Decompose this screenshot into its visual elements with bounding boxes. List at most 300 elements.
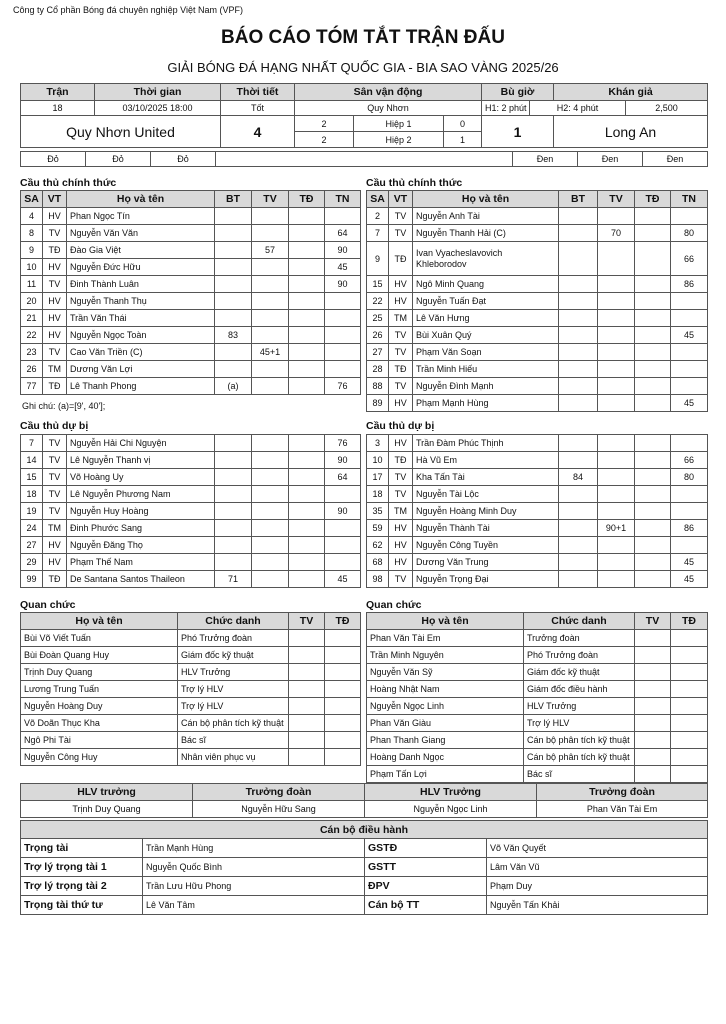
match-weather: Tốt <box>221 101 295 116</box>
position: TĐ <box>389 361 413 378</box>
substitution-minute: 86 <box>671 520 708 537</box>
substitution-minute: 80 <box>671 469 708 486</box>
official-role: Bác sĩ <box>178 732 289 749</box>
player-row <box>21 486 361 503</box>
substitution-minute: 45 <box>671 327 708 344</box>
player-row <box>21 452 361 469</box>
shirt-number: 89 <box>367 395 389 412</box>
official-yellow-card <box>635 732 671 749</box>
header-stoppage: Bù giờ <box>482 84 554 101</box>
header-stadium: Sân vận động <box>295 84 482 101</box>
red-card <box>289 225 325 242</box>
official-yellow-card <box>289 749 325 766</box>
position: TĐ <box>43 378 67 395</box>
player-row <box>367 486 708 503</box>
leaders-table <box>20 783 708 818</box>
col-official-name: Họ và tên <box>367 613 524 630</box>
shirt-number: 9 <box>367 242 389 276</box>
player-row <box>21 310 361 327</box>
player-row <box>21 469 361 486</box>
official-row <box>21 715 361 732</box>
col-vt: VT <box>389 191 413 208</box>
official-role: Phó Trưởng đoàn <box>178 630 289 647</box>
official-red-card <box>671 664 708 681</box>
substitution-minute: 45 <box>671 571 708 588</box>
col-bt: BT <box>215 191 252 208</box>
goal-minute: 83 <box>215 327 252 344</box>
goal-minute <box>559 537 598 554</box>
red-card <box>289 361 325 378</box>
away-starting-table <box>366 190 708 412</box>
red-card <box>635 571 671 588</box>
col-tv: TV <box>252 191 289 208</box>
player-name: Lê Nguyễn Phương Nam <box>67 486 215 503</box>
substitution-minute <box>325 361 361 378</box>
red-card <box>635 361 671 378</box>
col-sa: SA <box>21 191 43 208</box>
official-yellow-card <box>635 715 671 732</box>
red-card <box>289 554 325 571</box>
away-kit-socks: Đen <box>643 152 708 167</box>
home-score: 4 <box>221 116 295 148</box>
goal-minute <box>559 435 598 452</box>
official-role: Nhân viên phục vụ <box>178 749 289 766</box>
player-name: Nguyễn Ngọc Toàn <box>67 327 215 344</box>
away-kit-shorts: Đen <box>578 152 643 167</box>
official-name: Phan Thanh Giang <box>367 732 524 749</box>
yellow-card <box>598 242 635 276</box>
substitution-minute: 64 <box>325 225 361 242</box>
yellow-card <box>252 276 289 293</box>
red-card <box>289 276 325 293</box>
position: TĐ <box>389 452 413 469</box>
spectators-count: 2,500 <box>626 101 708 116</box>
shirt-number: 59 <box>367 520 389 537</box>
position: TV <box>389 571 413 588</box>
half2-label: Hiệp 2 <box>354 132 444 148</box>
away-officials-table <box>366 612 708 783</box>
shirt-number: 23 <box>21 344 43 361</box>
half1-away-score: 0 <box>444 116 482 132</box>
shirt-number: 20 <box>21 293 43 310</box>
shirt-number: 28 <box>367 361 389 378</box>
red-card <box>289 452 325 469</box>
position: HV <box>43 208 67 225</box>
col-tn: TN <box>325 191 361 208</box>
official-red-card <box>325 664 361 681</box>
shirt-number: 22 <box>367 293 389 310</box>
away-kit-shirt: Đen <box>513 152 578 167</box>
red-card <box>289 503 325 520</box>
yellow-card <box>252 259 289 276</box>
yellow-card <box>252 435 289 452</box>
player-name: Lê Văn Hưng <box>413 310 559 327</box>
referees-title: Cán bộ điều hành <box>21 821 708 839</box>
official-name: Nguyễn Hoàng Duy <box>21 698 178 715</box>
goal-minute <box>215 225 252 242</box>
official-red-card <box>671 766 708 783</box>
official-row <box>367 647 708 664</box>
red-card <box>635 327 671 344</box>
official-red-card <box>671 749 708 766</box>
match-time: 03/10/2025 18:00 <box>95 101 221 116</box>
goal-minute <box>215 208 252 225</box>
goal-minute <box>215 486 252 503</box>
shirt-number: 18 <box>21 486 43 503</box>
official-role: Giám đốc kỹ thuật <box>178 647 289 664</box>
player-row <box>367 327 708 344</box>
official-role-value: Lâm Văn Vũ <box>487 858 708 877</box>
substitution-minute <box>325 293 361 310</box>
match-stadium: Quy Nhơn <box>295 101 482 116</box>
position: HV <box>389 293 413 310</box>
away-team-name: Long An <box>554 116 708 148</box>
half2-home-score: 2 <box>295 132 354 148</box>
position: TV <box>389 327 413 344</box>
substitution-minute: 90 <box>325 242 361 259</box>
goal-minute <box>559 486 598 503</box>
official-row <box>367 749 708 766</box>
official-red-card <box>325 698 361 715</box>
yellow-card <box>252 469 289 486</box>
player-row <box>21 276 361 293</box>
shirt-number: 25 <box>367 310 389 327</box>
yellow-card <box>598 208 635 225</box>
away-head-coach: Nguyễn Ngọc Linh <box>365 801 537 818</box>
position: TM <box>389 310 413 327</box>
goal-minute <box>215 293 252 310</box>
col-vt: VT <box>43 191 67 208</box>
red-card <box>635 344 671 361</box>
official-red-card <box>325 715 361 732</box>
red-card <box>289 310 325 327</box>
official-role-label: GSTT <box>365 858 487 877</box>
official-yellow-card <box>635 749 671 766</box>
position: TV <box>43 486 67 503</box>
player-name: Võ Hoàng Uy <box>67 469 215 486</box>
official-name: Ngô Phi Tài <box>21 732 178 749</box>
substitution-minute: 66 <box>671 242 708 276</box>
half1-label: Hiệp 1 <box>354 116 444 132</box>
player-row <box>21 537 361 554</box>
goal-minute <box>559 554 598 571</box>
player-row <box>21 361 361 378</box>
goal-minute <box>559 503 598 520</box>
official-role-label: Trợ lý trọng tài 2 <box>21 877 143 896</box>
yellow-card <box>598 378 635 395</box>
yellow-card <box>598 395 635 412</box>
position: TM <box>389 503 413 520</box>
official-red-card <box>671 732 708 749</box>
home-team-name: Quy Nhơn United <box>21 116 221 148</box>
red-card <box>289 520 325 537</box>
referee-row <box>21 896 708 915</box>
red-card <box>635 208 671 225</box>
substitution-minute: 76 <box>325 378 361 395</box>
player-name: Nguyễn Thanh Thụ <box>67 293 215 310</box>
position: HV <box>389 435 413 452</box>
header-weather: Thời tiết <box>221 84 295 101</box>
yellow-card <box>252 520 289 537</box>
col-name: Họ và tên <box>67 191 215 208</box>
home-subs-table <box>20 434 361 588</box>
official-row <box>367 698 708 715</box>
yellow-card <box>252 225 289 242</box>
yellow-card <box>252 554 289 571</box>
official-row <box>21 647 361 664</box>
col-td: TĐ <box>289 191 325 208</box>
position: TV <box>389 469 413 486</box>
position: HV <box>43 537 67 554</box>
home-subs-label: Cầu thủ dự bị <box>20 420 89 432</box>
red-card <box>289 242 325 259</box>
red-card <box>635 276 671 293</box>
official-row <box>367 715 708 732</box>
player-name: Nguyễn Tài Lộc <box>413 486 559 503</box>
goal-minute <box>559 344 598 361</box>
header-time: Thời gian <box>95 84 221 101</box>
player-row <box>367 554 708 571</box>
substitution-minute <box>671 293 708 310</box>
goal-minute <box>559 361 598 378</box>
official-name: Hoàng Nhật Nam <box>367 681 524 698</box>
red-card <box>635 242 671 276</box>
shirt-number: 3 <box>367 435 389 452</box>
yellow-card <box>252 378 289 395</box>
official-red-card <box>325 749 361 766</box>
player-name: Kha Tấn Tài <box>413 469 559 486</box>
col-sa: SA <box>367 191 389 208</box>
player-name: Phạm Mạnh Hùng <box>413 395 559 412</box>
goal-minute <box>215 537 252 554</box>
shirt-number: 62 <box>367 537 389 554</box>
player-name: De Santana Santos Thaileon <box>67 571 215 588</box>
official-role-value: Lê Văn Tâm <box>143 896 365 915</box>
player-name: Nguyễn Thanh Hải (C) <box>413 225 559 242</box>
col-name: Họ và tên <box>413 191 559 208</box>
official-yellow-card <box>289 647 325 664</box>
header-spectators: Khán giả <box>554 84 708 101</box>
shirt-number: 10 <box>367 452 389 469</box>
official-red-card <box>671 630 708 647</box>
away-team-manager: Phan Văn Tài Em <box>537 801 708 818</box>
official-yellow-card <box>635 664 671 681</box>
official-role: Trợ lý HLV <box>524 715 635 732</box>
official-red-card <box>671 715 708 732</box>
col-tn: TN <box>671 191 708 208</box>
official-role: Giám đốc điều hành <box>524 681 635 698</box>
player-row <box>21 554 361 571</box>
red-card <box>289 469 325 486</box>
position: TV <box>43 435 67 452</box>
referee-row <box>21 839 708 858</box>
player-name: Trần Đàm Phúc Thịnh <box>413 435 559 452</box>
official-name: Phan Văn Tài Em <box>367 630 524 647</box>
red-card <box>635 554 671 571</box>
player-row <box>21 344 361 361</box>
player-row <box>367 361 708 378</box>
shirt-number: 21 <box>21 310 43 327</box>
player-name: Phạm Văn Soạn <box>413 344 559 361</box>
goal-minute <box>215 503 252 520</box>
red-card <box>635 225 671 242</box>
shirt-number: 7 <box>21 435 43 452</box>
goal-minute <box>559 276 598 293</box>
goal-minute: (a) <box>215 378 252 395</box>
yellow-card: 90+1 <box>598 520 635 537</box>
official-yellow-card <box>635 698 671 715</box>
substitution-minute <box>671 435 708 452</box>
home-head-coach: Trịnh Duy Quang <box>21 801 193 818</box>
substitution-minute <box>325 537 361 554</box>
player-name: Lê Nguyễn Thanh vị <box>67 452 215 469</box>
position: TV <box>389 208 413 225</box>
yellow-card <box>252 452 289 469</box>
goal-minute <box>215 344 252 361</box>
player-name: Dương Văn Trung <box>413 554 559 571</box>
official-row <box>21 698 361 715</box>
shirt-number: 7 <box>367 225 389 242</box>
substitution-minute <box>671 503 708 520</box>
shirt-number: 10 <box>21 259 43 276</box>
red-card <box>289 378 325 395</box>
substitution-minute: 45 <box>325 259 361 276</box>
substitution-minute <box>671 378 708 395</box>
red-card <box>289 537 325 554</box>
official-role: Phó Trưởng đoàn <box>524 647 635 664</box>
shirt-number: 35 <box>367 503 389 520</box>
position: TV <box>43 276 67 293</box>
official-name: Hoàng Danh Ngọc <box>367 749 524 766</box>
yellow-card <box>598 554 635 571</box>
player-row <box>367 503 708 520</box>
red-card <box>635 452 671 469</box>
home-team-manager: Nguyễn Hữu Sang <box>193 801 365 818</box>
player-row <box>367 469 708 486</box>
shirt-number: 22 <box>21 327 43 344</box>
position: TV <box>389 378 413 395</box>
official-red-card <box>325 681 361 698</box>
player-row <box>21 520 361 537</box>
yellow-card <box>598 486 635 503</box>
player-row <box>367 242 708 276</box>
stoppage-h1: H1: 2 phút <box>482 101 530 116</box>
col-official-td: TĐ <box>671 613 708 630</box>
substitution-minute: 66 <box>671 452 708 469</box>
shirt-number: 8 <box>21 225 43 242</box>
goal-minute <box>215 361 252 378</box>
col-official-role: Chức danh <box>178 613 289 630</box>
official-role-label: ĐPV <box>365 877 487 896</box>
position: TV <box>43 503 67 520</box>
goal-minute <box>559 293 598 310</box>
yellow-card <box>252 486 289 503</box>
official-role-label: Trọng tài <box>21 839 143 858</box>
official-role: Bác sĩ <box>524 766 635 783</box>
official-yellow-card <box>635 647 671 664</box>
player-row <box>21 293 361 310</box>
substitution-minute: 76 <box>325 435 361 452</box>
player-name: Trần Văn Thái <box>67 310 215 327</box>
shirt-number: 26 <box>367 327 389 344</box>
player-name: Nguyễn Huy Hoàng <box>67 503 215 520</box>
match-number: 18 <box>21 101 95 116</box>
official-role: HLV Trưởng <box>178 664 289 681</box>
player-name: Đinh Thành Luân <box>67 276 215 293</box>
yellow-card <box>598 537 635 554</box>
shirt-number: 15 <box>21 469 43 486</box>
official-red-card <box>325 630 361 647</box>
official-name: Nguyễn Văn Sỹ <box>367 664 524 681</box>
official-role-label: Cán bộ TT <box>365 896 487 915</box>
player-name: Bùi Xuân Quý <box>413 327 559 344</box>
player-row <box>367 225 708 242</box>
official-row <box>21 664 361 681</box>
official-red-card <box>671 681 708 698</box>
goal-minute <box>559 327 598 344</box>
substitution-minute: 45 <box>671 554 708 571</box>
stoppage-h2: H2: 4 phút <box>530 101 626 116</box>
player-name: Cao Văn Triền (C) <box>67 344 215 361</box>
official-name: Võ Doãn Thục Kha <box>21 715 178 732</box>
col-official-name: Họ và tên <box>21 613 178 630</box>
official-red-card <box>325 647 361 664</box>
red-card <box>635 520 671 537</box>
substitution-minute: 80 <box>671 225 708 242</box>
report-subtitle: GIẢI BÓNG ĐÁ HẠNG NHẤT QUỐC GIA - BIA SAO VÀNG 2025/26 <box>167 60 559 75</box>
position: TV <box>43 225 67 242</box>
shirt-number: 19 <box>21 503 43 520</box>
player-name: Nguyễn Hoàng Minh Duy <box>413 503 559 520</box>
goal-minute <box>215 276 252 293</box>
player-name: Phạm Thế Nam <box>67 554 215 571</box>
position: HV <box>43 554 67 571</box>
player-name: Ivan Vyacheslavovich Khleborodov <box>413 242 559 276</box>
yellow-card <box>598 344 635 361</box>
player-name: Nguyễn Đức Hữu <box>67 259 215 276</box>
official-row <box>367 630 708 647</box>
official-row <box>21 630 361 647</box>
official-row <box>367 766 708 783</box>
yellow-card <box>598 327 635 344</box>
red-card <box>289 571 325 588</box>
official-name: Phan Văn Giàu <box>367 715 524 732</box>
official-role: Trợ lý HLV <box>178 698 289 715</box>
official-name: Phạm Tấn Lợi <box>367 766 524 783</box>
shirt-number: 26 <box>21 361 43 378</box>
away-starting-label: Cầu thủ chính thức <box>366 177 463 189</box>
player-row <box>21 503 361 520</box>
red-card <box>635 395 671 412</box>
goal-minute <box>215 520 252 537</box>
official-role-value: Nguyễn Tấn Khải <box>487 896 708 915</box>
home-officials-table <box>20 612 361 766</box>
position: HV <box>389 395 413 412</box>
red-card <box>289 293 325 310</box>
player-row <box>21 208 361 225</box>
substitution-minute: 90 <box>325 503 361 520</box>
yellow-card <box>252 361 289 378</box>
shirt-number: 29 <box>21 554 43 571</box>
official-role-value: Nguyễn Quốc Bình <box>143 858 365 877</box>
yellow-card: 45+1 <box>252 344 289 361</box>
official-name: Bùi Võ Viết Tuấn <box>21 630 178 647</box>
position: TV <box>389 486 413 503</box>
home-starting-label: Cầu thủ chính thức <box>20 177 117 189</box>
substitution-minute: 90 <box>325 276 361 293</box>
red-card <box>635 469 671 486</box>
official-role-value: Trần Mạnh Hùng <box>143 839 365 858</box>
